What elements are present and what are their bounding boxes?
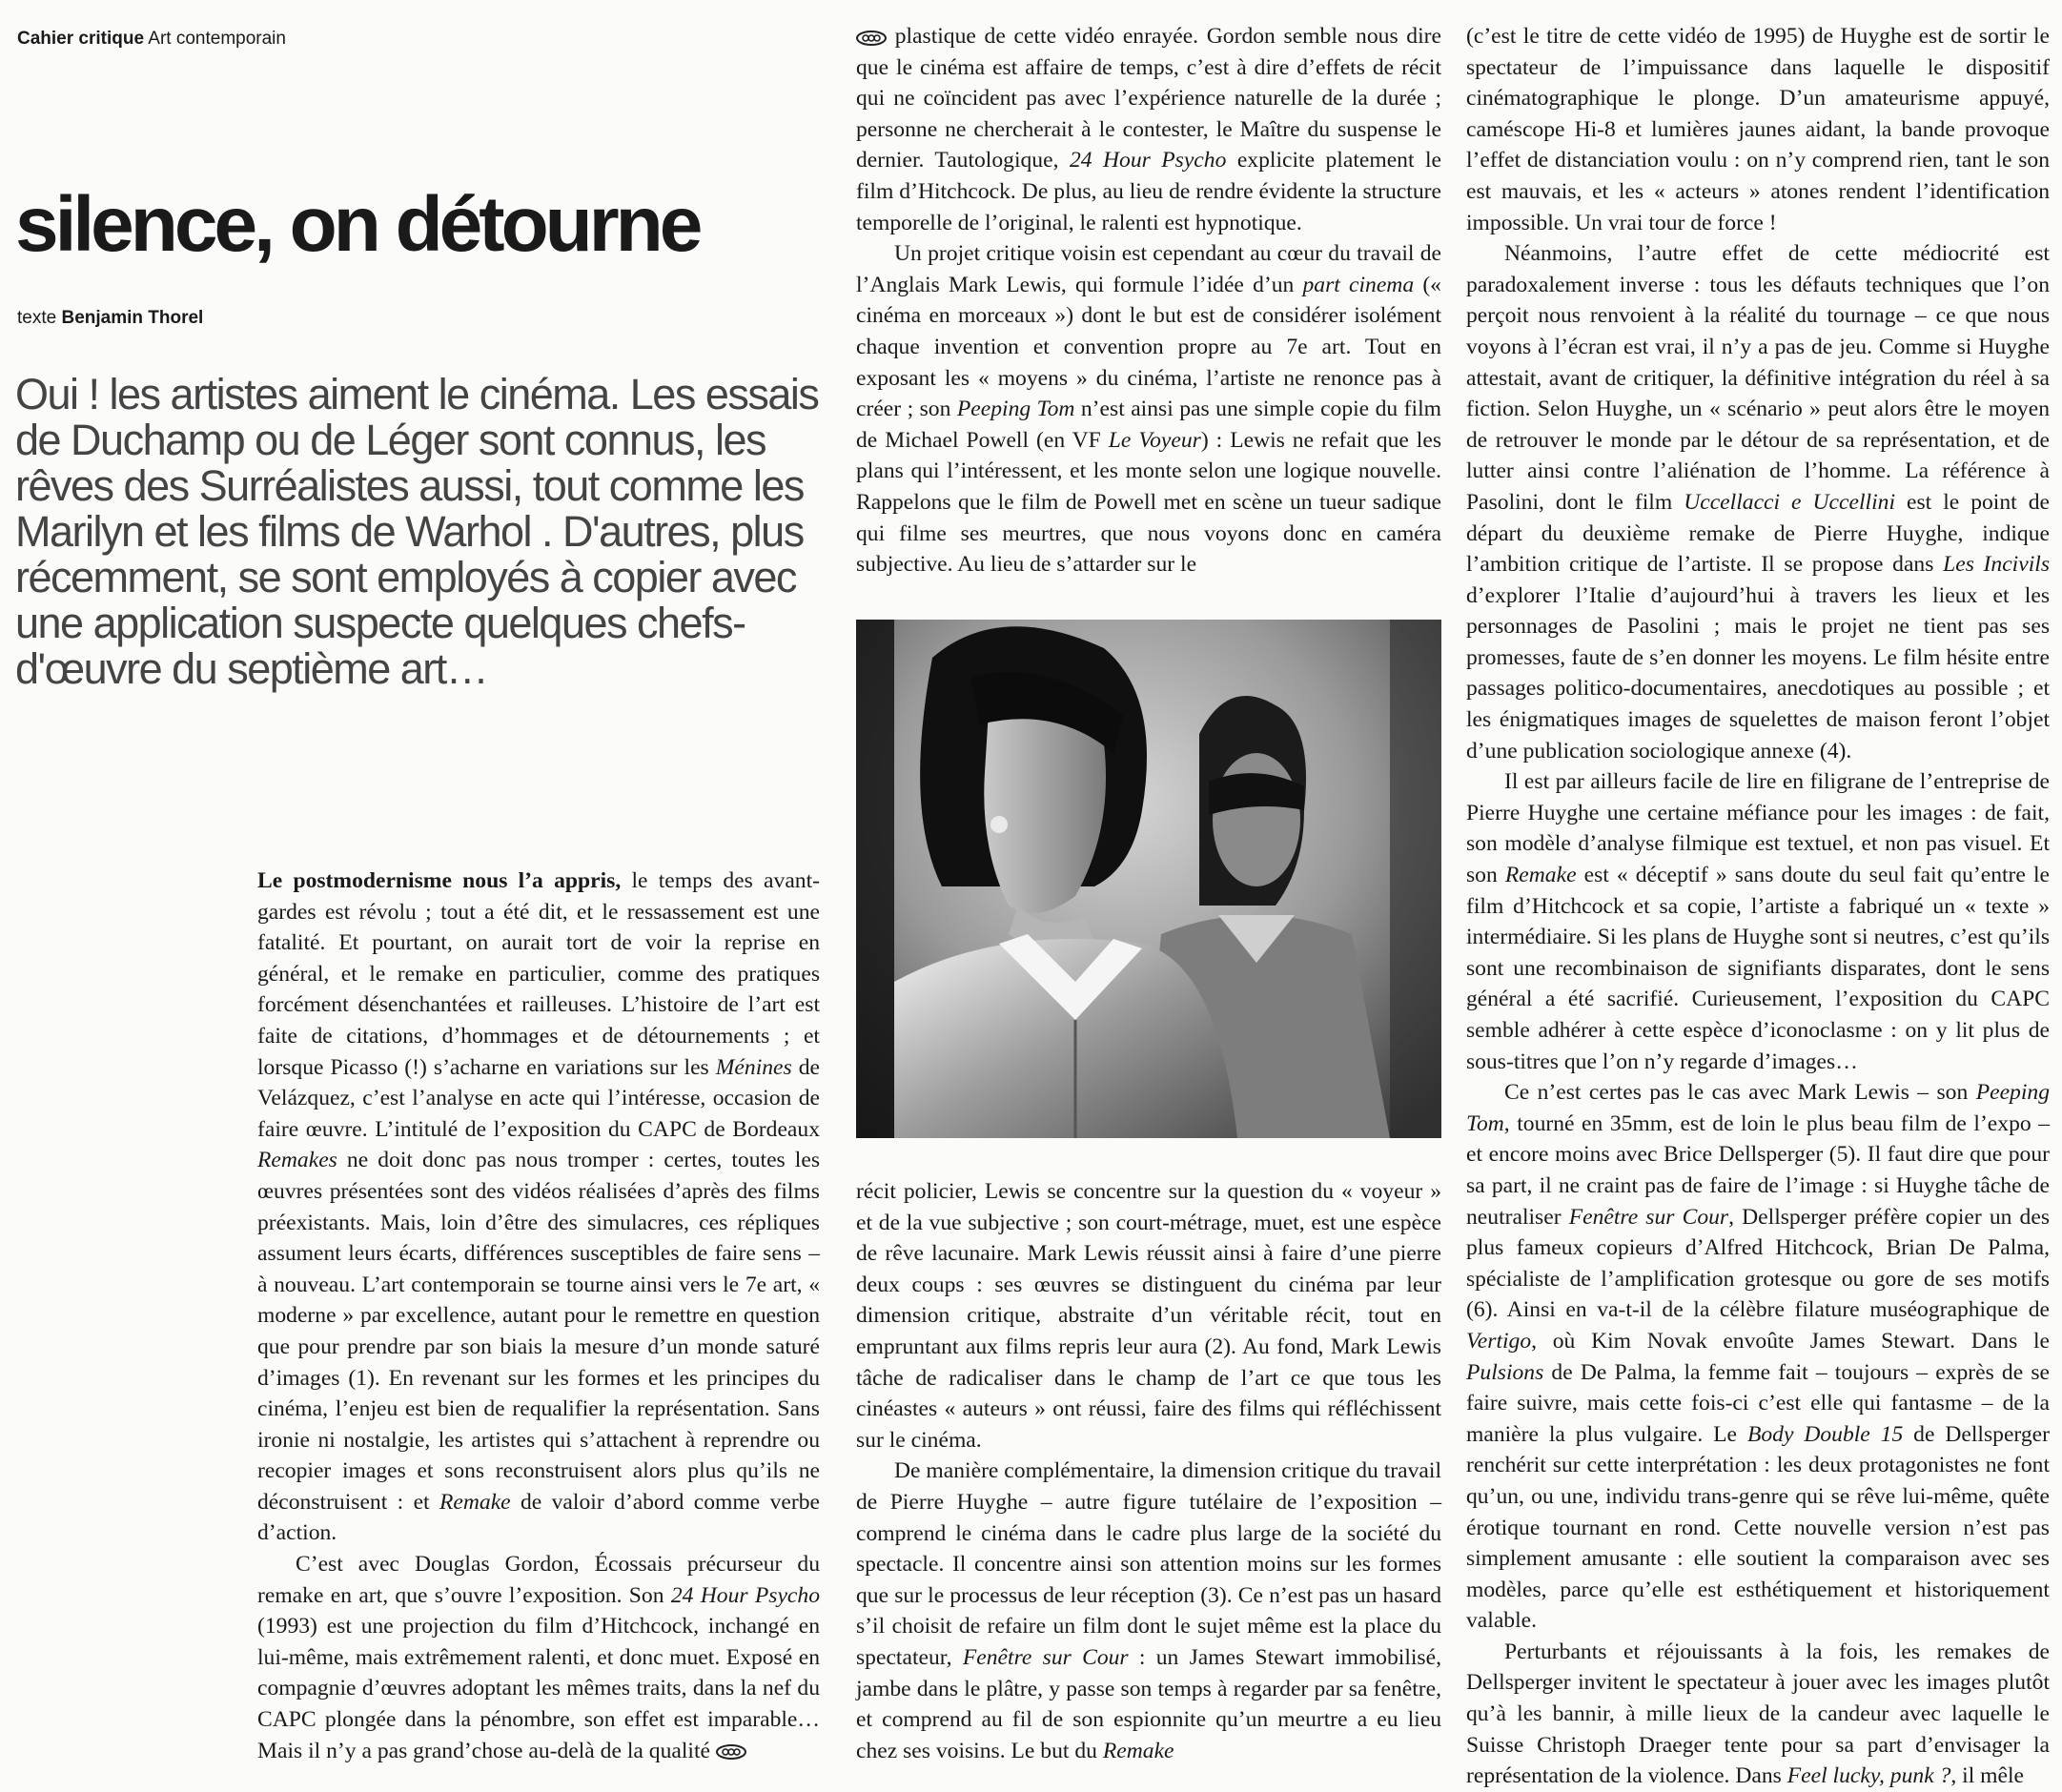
paragraph: [856, 238, 1441, 580]
text-run: Un projet critique voisin est cependant au cœur du travail de l’Anglais Mark Lewis, qui formule l’idée d’un: [856, 241, 1441, 297]
italic-title: Remake: [439, 1489, 511, 1515]
magazine-logo-icon: [716, 1744, 746, 1760]
italic-title: Feel lucky, punk ?: [1786, 1763, 1951, 1789]
paragraph: [856, 1176, 1441, 1456]
text-run: Néanmoins, l’autre effet de cette médiocrité est paradoxalement inverse : tous les défauts techniques que l’on perçoit nous renvoient à la réalité du tournage – ce que nous voyons à l’écran est vrai, il n’y a pas de jeu. Comme si Huyghe attestait, avant de critiquer, la définitive intégration du réel à sa fiction. Selon Huyghe, un « scénario » peut alors être le moyen de retrouver le monde par le détour de sa représentation, et de lutter ainsi contre l’aliénation de l’homme. La référence à Pasolini, dont le film: [1466, 241, 2050, 515]
italic-title: Remake: [1102, 1738, 1174, 1763]
italic-title: Les Incivils: [1943, 552, 2051, 578]
article-title: silence, on détourne: [15, 181, 700, 268]
text-run: d’explorer l’Italie d’aujourd’hui à travers les lieux et les personnages de Pasolini ; mais le projet ne tient pas ses promesses, faute de s’en donner les moyens. Le film hésite entre passages politico-documentaires, anecdotiques au possible ; et les énigmatiques images de squelettes de maison feront l’objet d’une publication sociologique annexe (4).: [1466, 582, 2050, 764]
italic-title: Peeping Tom: [956, 397, 1075, 422]
magazine-logo-icon: [856, 31, 887, 46]
film-still-illustration: [856, 620, 1441, 1138]
paragraph: [1466, 1077, 2050, 1637]
italic-title: Le Voyeur: [1108, 427, 1201, 453]
text-run: n’est ainsi pas une simple copie du film de Michael Powell (en VF: [856, 397, 1441, 453]
text-run: Perturbants et réjouissants à la fois, les remakes de Dellsperger invitent le spectateur à jouer avec les images plutôt qu’à les bannir, à mille lieux de la candeur avec laquelle le Suisse Christoph Draeger tente pour sa part d’envisager la représentation de la violence. Dans: [1466, 1639, 2050, 1789]
paragraph: [1466, 766, 2050, 1077]
italic-title: 24 Hour Psycho: [670, 1582, 820, 1608]
section-name: Cahier critique: [17, 29, 145, 49]
text-run: , Dellsperger préfère copier un des plus fameux copieurs d’Alfred Hitchcock, Brian De Palma, spécialiste de l’amplification grotesque ou gore de ses motifs (6). Ainsi en va-t-il de la célèbre filature muséographique de: [1466, 1204, 2050, 1323]
text-run: récit policier, Lewis se concentre sur la question du « voyeur » et de la vue subjective ; son court-métrage, muet, est une espèce de rêve lacunaire. Mark Lewis réussit ainsi à faire d’une pierre deux coups : ses œuvres se distinguent du cinéma par leur dimension critique, abstraite d’un véritable récit, tout en empruntant aux films repris leur aura (2). Au fond, Mark Lewis tâche de radicaliser dans le champ de l’art ce que tous les cinéastes « auteurs » ont réussi, faire des films qui réfléchissent sur le cinéma.: [856, 1179, 1441, 1453]
text-run: de Velázquez, c’est l’analyse en acte qui l’intéresse, occasion de faire œuvre. L’intitulé de l’exposition du CAPC de Bordeaux: [257, 1054, 820, 1142]
author-name: Benjamin Thorel: [61, 308, 204, 328]
lede-paragraph: Oui ! les artistes aiment le cinéma. Les essais de Duchamp ou de Léger sont connus, les rêves des Surréalistes aussi, tout comme les Marilyn et les films de Warhol . D'autres, plus récemment, se sont employés à copier avec une application suspecte quelques chefs-d'œuvre du septième art…: [15, 370, 819, 693]
column-2-top: [856, 21, 1441, 580]
column-1: [257, 865, 820, 1766]
paragraph: [257, 865, 820, 1549]
paragraph: [856, 21, 1441, 238]
text-run: Ce n’est certes pas le cas avec Mark Lewis – son: [1504, 1080, 1976, 1106]
text-run: (c’est le titre de cette vidéo de 1995) de Huyghe est de sortir le spectateur de l’impuissance dans laquelle le dispositif cinématographique le plonge. D’un amateurisme appuyé, caméscope Hi-8 et lumières jaunes aidant, la bande provoque l’effet de distanciation voulu : on n’y comprend rien, tant le son est mauvais, et les « acteurs » atones rendent l’identification impossible. Un vrai tour de force !: [1466, 24, 2050, 235]
paragraph: [1466, 1637, 2050, 1792]
text-run: Il est par ailleurs facile de lire en filigrane de l’entreprise de Pierre Huyghe une certaine méfiance pour les images : de fait, son modèle d’analyse filmique est textuel, et non pas visuel. Et son: [1466, 769, 2050, 888]
text-run: de valoir d’abord comme verbe d’action.: [257, 1489, 820, 1546]
lead-in: Le postmodernisme nous l’a appris,: [257, 868, 622, 893]
italic-title: Remakes: [257, 1148, 337, 1173]
section-subname: Art contemporain: [144, 29, 286, 49]
text-run: (1993) est une projection du film d’Hitchcock, inchangé en lui-même, mais extrêmement ralenti, et donc muet. Exposé en compagnie d’œuvres adoptant les mêmes traits, dans la nef du CAPC plongée dans la pénombre, son effet est imparable… Mais il n’y a pas grand’chose au-delà de la qualité: [257, 1614, 820, 1763]
text-run: de Dellsperger renchérit sur cette interprétation : les deux protagonistes ne font qu’un, ou une, individu trans-genre qui se rêve lui-même, quête érotique tournant en rond. Cette nouvelle version n’est pas simplement amusante : elle soutient la comparaison avec ses modèles, parce qu’elle est esthétiquement et historiquement valable.: [1466, 1421, 2050, 1634]
italic-title: Vertigo: [1466, 1328, 1532, 1354]
italic-title: 24 Hour Psycho: [1069, 148, 1227, 173]
text-run: , où Kim Novak envoûte James Stewart. Dans le: [1531, 1328, 2050, 1354]
text-run: : un James Stewart immobilisé, jambe dans le plâtre, y passe son temps à regarder par sa fenêtre, et comprend au fil de son espionnite qu’un meurtre a eu lieu chez ses voisins. Le but du: [856, 1644, 1441, 1763]
byline: [17, 308, 203, 329]
italic-title: Fenêtre sur Cour: [1568, 1204, 1729, 1230]
paragraph: [257, 1549, 820, 1766]
column-2-bottom: [856, 1176, 1441, 1766]
italic-title: Fenêtre sur Cour: [962, 1644, 1129, 1670]
text-run: (« cinéma en morceaux ») dont le but est de considérer isolément chaque invention et convention propre au 7e art. Tout en exposant les « moyens » du cinéma, l’artiste ne renonce pas à créer ; son: [856, 272, 1441, 422]
text-run: le temps des avant-gardes est révolu ; tout a été dit, et le ressassement est une fatalité. Et pourtant, on aurait tort de voir la reprise en général, et le remake en particulier, comme des pratiques forcément désenchantées et railleuses. L’histoire de l’art est faite de citations, d’hommages et de détournements ; et lorsque Picasso (!) s’acharne en variations sur les: [257, 868, 820, 1080]
text-run: est « déceptif » sans doute du seul fait qu’entre le film d’Hitchcock et sa copie, l’artiste a fabriqué un « texte » intermédiaire. Si les plans de Huyghe sont si neutres, c’est qu’ils sont une recombinaison de signifiants disparates, dont le sens général a été sacrifié. Curieusement, l’exposition du CAPC semble adhérer à cette espèce d’iconoclasme : on y lit plus de sous-titres que l’on n’y regarde d’images…: [1466, 863, 2050, 1074]
text-run: C’est avec Douglas Gordon, Écossais précurseur du remake en art, que s’ouvre l’exposition. Son: [257, 1552, 820, 1608]
italic-title: Ménines: [715, 1054, 792, 1080]
text-run: ) : Lewis ne refait que les plans qui l’intéressent, et les monte selon une logique nouvelle. Rappelons que le film de Powell met en scène un tueur sadique qui filme ses meurtres, que nous voyons donc en caméra subjective. Au lieu de s’attarder sur le: [856, 427, 1442, 578]
film-still-photo: [856, 620, 1441, 1138]
italic-title: Remake: [1504, 863, 1577, 888]
column-3: [1466, 21, 2050, 1792]
text-run: plastique de cette vidéo enrayée. Gordon semble nous dire que le cinéma est affaire de temps, c’est à dire d’effets de récit qui ne coïncident pas avec l’expérience naturelle de la durée ; personne ne chercherait à le contester, le Maître du suspense le dernier. Tautologique,: [856, 24, 1441, 173]
italic-title: Peeping Tom: [1466, 1080, 2050, 1136]
italic-title: Pulsions: [1466, 1359, 1544, 1385]
byline-prefix: texte: [17, 308, 62, 328]
text-run: est le point de départ du deuxième remake de Pierre Huyghe, indique l’ambition critique de l’artiste. Il se propose dans: [1466, 489, 2050, 578]
text-run: , tourné en 35mm, est de loin le plus beau film de l’expo – et encore moins avec Brice Dellsperger (5). Il faut dire que pour sa part, il ne craint pas de faire de l’image : si Huyghe tâche de neutraliser: [1466, 1110, 2050, 1230]
text-run: ne doit donc pas nous tromper : certes, toutes les œuvres présentées sont des vidéos réalisées d’après des films préexistants. Mais, loin d’être des simulacres, ces répliques assument leurs écarts, différences susceptibles de faire sens – à nouveau. L’art contemporain se tourne ainsi vers le 7e art, « moderne » par excellence, autant pour le remettre en question que pour prendre par son biais la mesure d’un monde saturé d’images (1). En revenant sur les formes et les principes du cinéma, l’enjeu est bien de requalifier la représentation. Sans ironie ni nostalgie, les artistes qui s’attachent à reprendre ou recopier images et sons reconstruisent alors plus qu’ils ne déconstruisent : et: [257, 1148, 820, 1515]
italic-title: Uccellacci e Uccellini: [1684, 489, 1895, 515]
paragraph: [1466, 238, 2050, 766]
text-run: , il mêle: [1950, 1763, 2025, 1789]
section-header: [17, 29, 286, 50]
italic-title: part cinema: [1302, 272, 1415, 297]
text-run: de De Palma, la femme fait – toujours – exprès de se faire suivre, mais cette fois-ci c’est elle qui fantasme – de la manière la plus vulgaire. Le: [1466, 1359, 2050, 1447]
paragraph: [856, 1456, 1441, 1766]
text-run: explicite platement le film d’Hitchcock. De plus, au lieu de rendre évidente la structure temporelle de l’original, le ralenti est hypnotique.: [856, 148, 1442, 235]
italic-title: Body Double 15: [1746, 1421, 1904, 1447]
paragraph: [1466, 21, 2050, 238]
text-run: De manière complémentaire, la dimension critique du travail de Pierre Huyghe – autre figure tutélaire de l’exposition – comprend le cinéma dans le cadre plus large de la société du spectacle. Il concentre ainsi son attention moins sur les formes que sur le processus de leur réception (3). Ce n’est pas un hasard s’il choisit de refaire un film dont le sujet même est la place du spectateur,: [856, 1458, 1441, 1670]
